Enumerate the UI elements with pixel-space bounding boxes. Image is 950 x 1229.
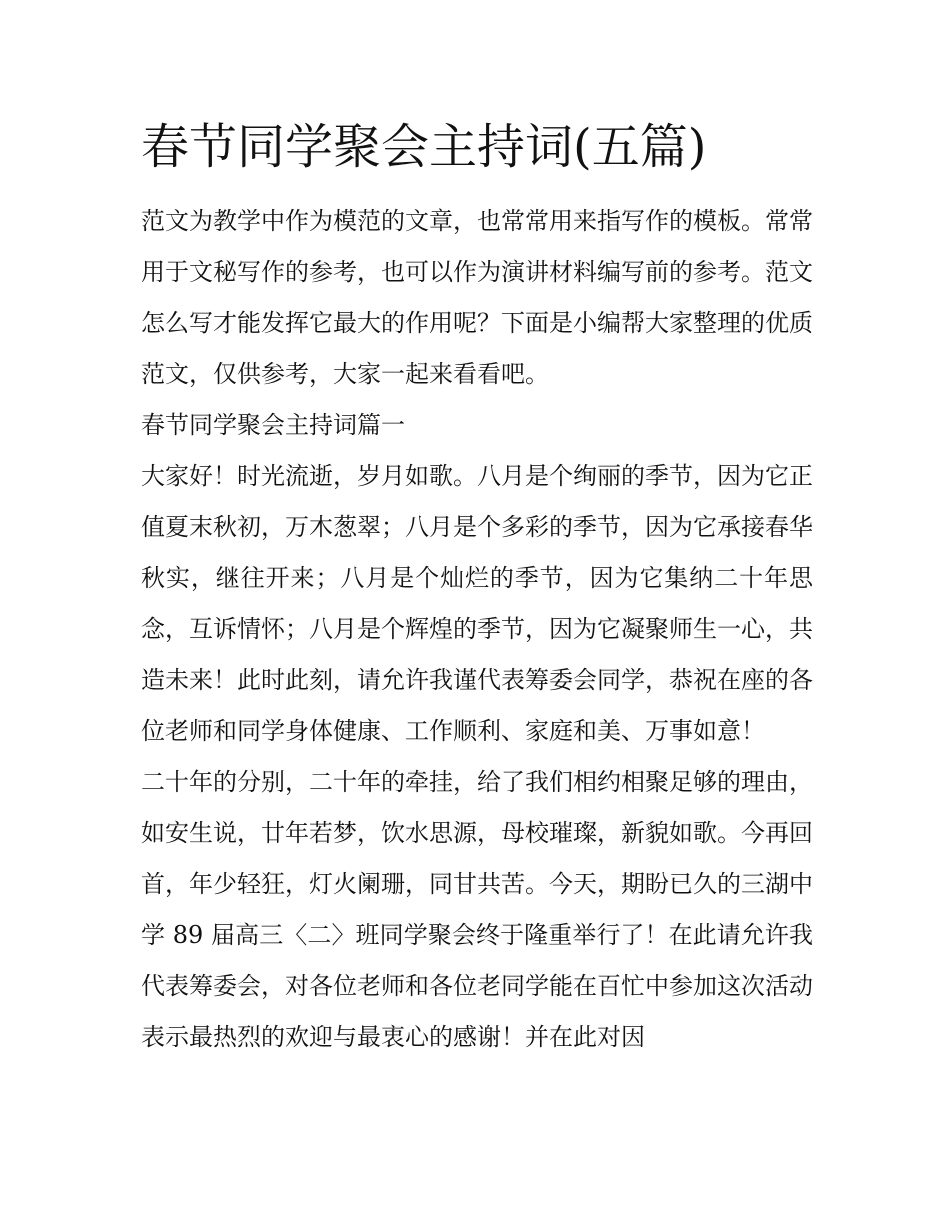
document-body	[141, 112, 813, 1063]
body-paragraph-1: 大家好！时光流逝，岁月如歌。八月是个绚丽的季节，因为它正值夏末秋初，万木葱翠；八月是个多彩的季节，因为它承接春华秋实，继往开来；八月是个灿烂的季节，因为它集纳二十年思念，互诉情怀；八月是个辉煌的季节，因为它凝聚师生一心，共造未来！此时此刻，请允许我谨代表筹委会同学，恭祝在座的各位老师和同学身体健康、工作顺利、家庭和美、万事如意！	[141, 462, 813, 745]
intro-paragraph: 范文为教学中作为模范的文章，也常常用来指写作的模板。常常用于文秘写作的参考，也可以作为演讲材料编写前的参考。范文怎么写才能发挥它最大的作用呢？下面是小编帮大家整理的优质范文，仅供参考，大家一起来看看吧。	[141, 207, 813, 388]
body-paragraph-2: 二十年的分别，二十年的牵挂，给了我们相约相聚足够的理由，如安生说，廿年若梦，饮水思源，母校璀璨，新貌如歌。今再回首，年少轻狂，灯火阑珊，同甘共苦。今天，期盼已久的三湖中学 89 届高三〈二〉班同学聚会终于隆重举行了！在此请允许我代表筹委会，对各位老师和各位老同学能在百忙中参加这次活动表示最热烈的欢迎与最衷心的感谢！并在此对因	[141, 768, 813, 1051]
section-heading: 春节同学聚会主持词篇一	[141, 411, 405, 439]
document-title: 春节同学聚会主持词(五篇)	[141, 119, 707, 175]
